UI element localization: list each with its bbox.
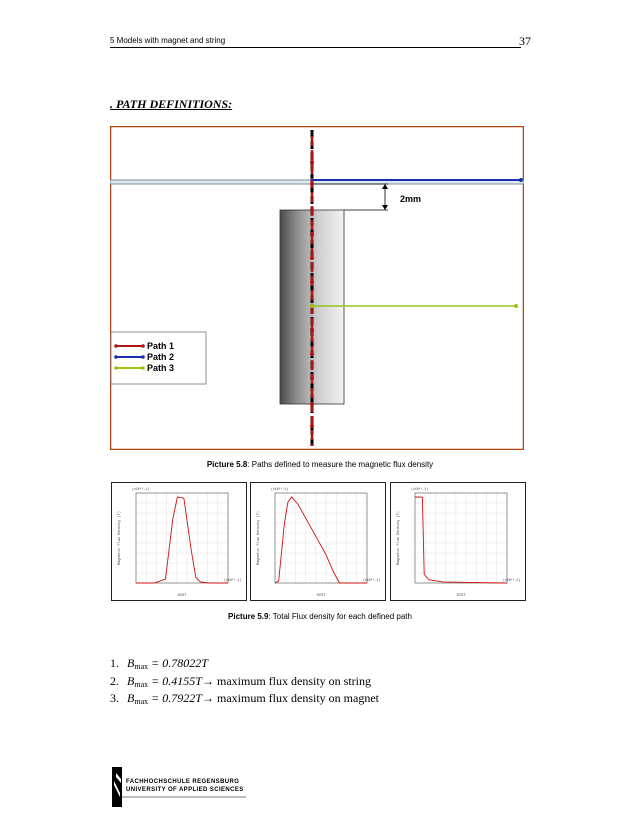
result-var: B — [127, 674, 135, 688]
legend-path-1: Path 1 — [147, 341, 175, 351]
result-item — [110, 674, 371, 689]
result-item — [110, 691, 379, 706]
y-axis-label: Magnetic Flux Density (T) — [257, 511, 261, 565]
result-note: → maximum flux density on magnet — [202, 691, 379, 705]
flux-series-line — [275, 497, 367, 583]
plot-axes — [415, 493, 507, 583]
result-item — [110, 656, 217, 671]
result-note: → maximum flux density on string — [202, 674, 371, 688]
x-scale-note: (x10**-1) — [363, 578, 381, 582]
y-scale-note: (x10**-1) — [132, 487, 150, 491]
result-value: = 0.7922T — [148, 691, 202, 705]
x-scale-note: (x10**-1) — [224, 578, 242, 582]
plot-axes — [275, 493, 367, 583]
chapter-title: 5 Models with magnet and string — [110, 36, 226, 45]
caption-label: Picture 5.8 — [206, 460, 248, 469]
y-scale-note: (x10**-1) — [271, 487, 289, 491]
caption-text: : Paths defined to measure the magnetic flux density — [247, 460, 434, 469]
flux-plot-path-1 — [111, 482, 247, 601]
path-diagram — [110, 126, 524, 450]
y-axis-label: Magnetic Flux Density (T) — [397, 511, 401, 565]
result-sub: max — [134, 680, 149, 689]
header-rule — [110, 47, 521, 48]
legend-path-2: Path 2 — [147, 352, 175, 362]
section-heading: . PATH DEFINITIONS: — [110, 97, 233, 111]
y-axis-label: Magnetic Flux Density (T) — [118, 511, 122, 565]
figure-caption-5-9 — [110, 612, 530, 621]
flux-plot-path-2 — [250, 482, 386, 601]
result-number: 2. — [110, 674, 119, 688]
legend — [111, 332, 206, 384]
result-sub: max — [134, 662, 149, 671]
flux-plot-path-3 — [390, 482, 526, 601]
result-value: = 0.4155T — [148, 674, 202, 688]
result-sub: max — [134, 697, 149, 706]
plot-axes — [136, 493, 228, 583]
logo-line-1: FACHHOCHSCHULE REGENSBURG — [126, 779, 240, 785]
logo-line-2: UNIVERSITY OF APPLIED SCIENCES — [126, 787, 244, 793]
university-logo — [112, 767, 246, 807]
result-var: B — [127, 656, 135, 670]
figure-caption-5-8 — [110, 460, 530, 469]
page-number: 37 — [519, 34, 531, 48]
caption-label: Picture 5.9 — [228, 612, 269, 621]
result-var: B — [127, 691, 135, 705]
y-scale-note: (x10**-1) — [411, 487, 429, 491]
dimension-label: 2mm — [400, 194, 422, 204]
flux-series-line — [136, 497, 228, 583]
x-axis-label: DIST — [316, 594, 326, 598]
flux-series-line — [415, 497, 507, 583]
result-value: = 0.78022T — [148, 656, 208, 670]
x-scale-note: (x10**-1) — [503, 578, 521, 582]
result-number: 1. — [110, 656, 119, 670]
x-axis-label: DIST — [456, 594, 466, 598]
legend-path-3: Path 3 — [147, 363, 175, 373]
result-number: 3. — [110, 691, 119, 705]
caption-text: : Total Flux density for each defined path — [268, 612, 412, 621]
x-axis-label: DIST — [177, 594, 187, 598]
